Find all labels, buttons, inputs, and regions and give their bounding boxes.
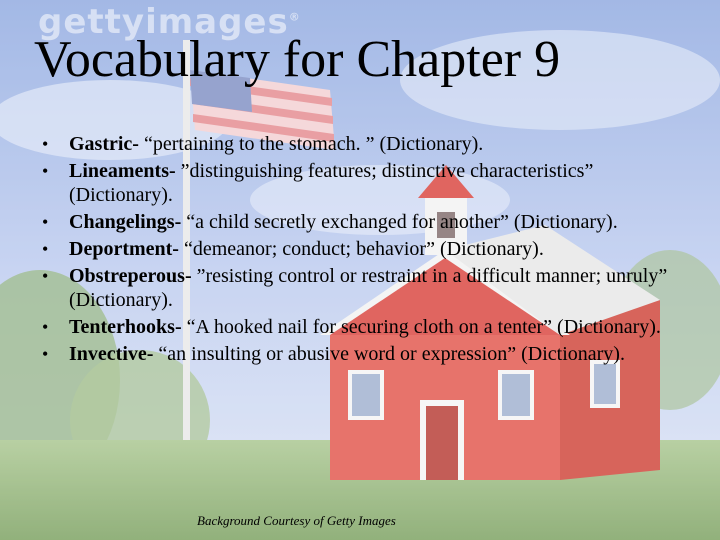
- slide-title: Vocabulary for Chapter 9: [34, 31, 561, 88]
- vocab-definition: “a child secretly exchanged for another” (Dictionary).: [181, 211, 618, 233]
- vocab-definition: ”distinguishing features; distinctive characteristics” (Dictionary).: [69, 160, 594, 206]
- bullet-icon: •: [42, 161, 49, 181]
- bullet-icon: •: [42, 212, 49, 232]
- bullet-icon: •: [42, 266, 49, 286]
- list-item: [40, 132, 700, 156]
- vocab-term: Changelings-: [69, 211, 182, 233]
- vocab-term: Deportment-: [69, 238, 179, 260]
- bullet-icon: •: [42, 239, 49, 259]
- vocab-definition: “demeanor; conduct; behavior” (Dictionary).: [178, 238, 544, 260]
- vocab-definition: ”resisting control or restraint in a difficult manner; unruly” (Dictionary).: [69, 265, 668, 311]
- list-item: [40, 210, 700, 234]
- vocab-term: Obstreperous-: [69, 265, 192, 287]
- vocab-term: Lineaments-: [69, 160, 176, 182]
- list-item: [40, 159, 700, 207]
- list-item: [40, 264, 700, 312]
- bullet-icon: •: [42, 317, 49, 337]
- list-item: [40, 237, 700, 261]
- list-item: [40, 342, 700, 366]
- vocab-term: Gastric-: [69, 133, 139, 155]
- vocabulary-list: [40, 132, 700, 369]
- vocab-term: Tenterhooks-: [69, 316, 182, 338]
- vocab-term: Invective-: [69, 343, 154, 365]
- vocab-definition: “A hooked nail for securing cloth on a tenter” (Dictionary).: [181, 316, 661, 338]
- background-credit: Background Courtesy of Getty Images: [197, 513, 396, 528]
- vocab-definition: “an insulting or abusive word or expression” (Dictionary).: [153, 343, 625, 365]
- bullet-icon: •: [42, 134, 49, 154]
- getty-watermark: gettyimages®: [38, 2, 301, 42]
- bullet-icon: •: [42, 344, 49, 364]
- vocab-definition: “pertaining to the stomach. ” (Dictionary).: [138, 133, 484, 155]
- list-item: [40, 315, 700, 339]
